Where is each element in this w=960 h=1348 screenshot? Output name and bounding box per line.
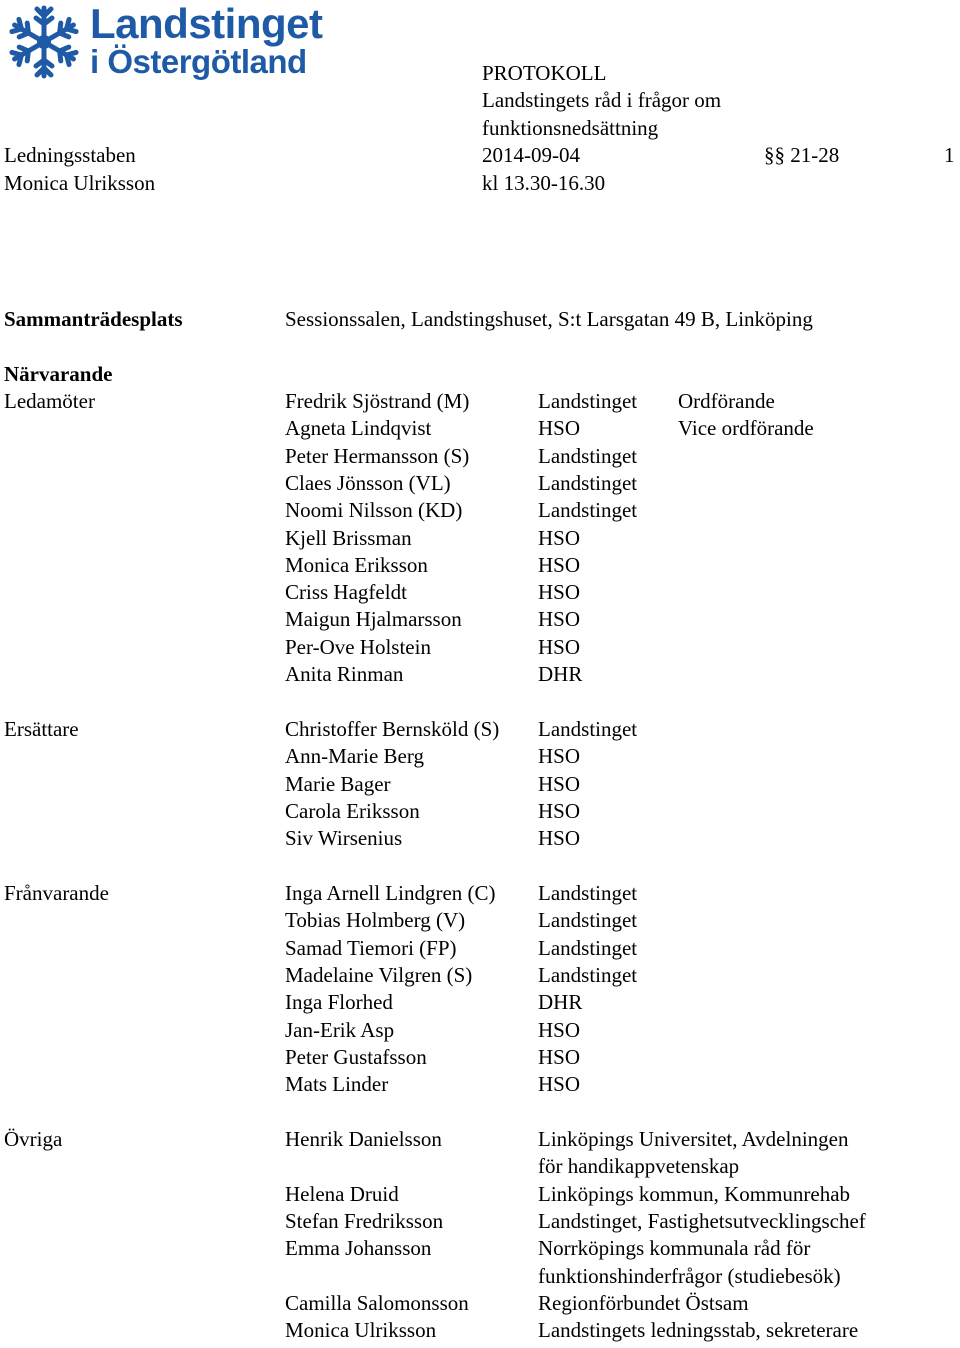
list-item (0, 1181, 960, 1208)
list-item (0, 907, 960, 934)
author: Monica Ulriksson (4, 171, 156, 195)
logo-wordmark-line1: Landstinget (90, 0, 323, 47)
organization: HSO (538, 580, 581, 605)
list-item (0, 1263, 960, 1290)
person-name: Agneta Lindqvist (285, 416, 432, 441)
organization: HSO (538, 1044, 581, 1069)
meeting-date: 2014-09-04 (482, 143, 580, 167)
person-name: Monica Ulriksson (285, 1318, 437, 1343)
list-item (0, 798, 960, 825)
list-item (0, 935, 960, 962)
list-item (0, 1317, 960, 1344)
paragraph-range: §§ 21-28 (764, 143, 840, 167)
present-heading: Närvarande (4, 362, 113, 386)
meeting-time: kl 13.30-16.30 (482, 171, 606, 195)
organization: HSO (538, 552, 581, 577)
list-item (0, 497, 960, 524)
person-name: Helena Druid (285, 1181, 399, 1206)
page-number: 1 (944, 143, 955, 167)
person-name: Peter Hermansson (S) (285, 443, 470, 468)
organization: HSO (538, 1017, 581, 1042)
list-item (0, 1126, 960, 1153)
person-name: Camilla Salomonsson (285, 1290, 469, 1315)
organization: DHR (538, 990, 583, 1015)
list-item (0, 743, 960, 770)
organization: HSO (538, 798, 581, 823)
person-name: Emma Johansson (285, 1236, 432, 1261)
organization: Norrköpings kommunala råd för (538, 1236, 811, 1261)
person-name: Claes Jönsson (VL) (285, 470, 451, 495)
list-item (0, 579, 960, 606)
snowflake-emblem-icon (4, 2, 84, 82)
organization: Landstinget (538, 962, 638, 987)
list-item (0, 388, 960, 415)
person-name: Kjell Brissman (285, 525, 412, 550)
role: Ordförande (678, 389, 775, 413)
list-item (0, 1153, 960, 1180)
logo-wordmark-line2: i Östergötland (90, 43, 307, 80)
absent-label: Frånvarande (4, 881, 109, 905)
person-name: Fredrik Sjöstrand (M) (285, 389, 470, 413)
organization: HSO (538, 1072, 581, 1097)
meeting-place-label: Sammanträdesplats (4, 307, 183, 331)
organization: Regionförbundet Östsam (538, 1290, 749, 1315)
list-item (0, 525, 960, 552)
list-item (0, 1208, 960, 1235)
list-item (0, 443, 960, 470)
person-name: Mats Linder (285, 1072, 389, 1097)
organization: Landstinget (538, 717, 638, 741)
organization: Landstinget (538, 935, 638, 960)
list-item (0, 825, 960, 852)
person-name: Marie Bager (285, 771, 391, 796)
organization: HSO (538, 771, 581, 796)
organization: HSO (538, 607, 581, 632)
council-name-line1: Landstingets råd i frågor om (482, 88, 722, 112)
list-item (0, 989, 960, 1016)
organization: för handikappvetenskap (538, 1154, 740, 1179)
organization: Landstinget (538, 908, 638, 933)
role: Vice ordförande (678, 416, 814, 441)
person-name: Inga Florhed (285, 990, 393, 1015)
organization: Landstinget (538, 498, 638, 523)
organization: Landstinget (538, 881, 638, 905)
organization: Landstinget, Fastighetsutvecklingschef (538, 1208, 866, 1233)
person-name: Per-Ove Holstein (285, 634, 431, 659)
list-item (0, 962, 960, 989)
person-name: Inga Arnell Lindgren (C) (285, 881, 496, 905)
person-name: Henrik Danielsson (285, 1127, 442, 1151)
organization: Landstinget (538, 443, 638, 468)
organization: Landstingets ledningsstab, sekreterare (538, 1318, 859, 1343)
person-name: Criss Hagfeldt (285, 580, 407, 605)
list-item (0, 1017, 960, 1044)
landstinget-logo (4, 2, 324, 84)
person-name: Jan-Erik Asp (285, 1017, 395, 1042)
organization: Landstinget (538, 470, 638, 495)
person-name: Maigun Hjalmarsson (285, 607, 462, 632)
substitutes-label: Ersättare (4, 717, 79, 741)
members-label: Ledamöter (4, 389, 95, 413)
list-item (0, 606, 960, 633)
organization: HSO (538, 634, 581, 659)
person-name: Samad Tiemori (FP) (285, 935, 457, 960)
organization: Linköpings kommun, Kommunrehab (538, 1181, 851, 1206)
organization: DHR (538, 662, 583, 686)
person-name: Carola Eriksson (285, 798, 420, 823)
others-label: Övriga (4, 1127, 63, 1151)
person-name: Monica Eriksson (285, 552, 428, 577)
person-name: Madelaine Vilgren (S) (285, 962, 473, 987)
organization: HSO (538, 525, 581, 550)
list-item (0, 880, 960, 907)
document-type: PROTOKOLL (482, 61, 607, 85)
organization: Linköpings Universitet, Avdelningen (538, 1127, 849, 1151)
department: Ledningsstaben (4, 143, 136, 167)
organization: HSO (538, 826, 581, 851)
meeting-place-value: Sessionssalen, Landstingshuset, S:t Larsgatan 49 B, Linköping (285, 307, 813, 331)
person-name: Ann-Marie Berg (285, 744, 424, 769)
person-name: Anita Rinman (285, 662, 404, 686)
organization: funktionshinderfrågor (studiebesök) (538, 1263, 841, 1288)
person-name: Stefan Fredriksson (285, 1208, 444, 1233)
list-item (0, 634, 960, 661)
organization: HSO (538, 744, 581, 769)
list-item (0, 771, 960, 798)
organization: HSO (538, 416, 581, 441)
person-name: Peter Gustafsson (285, 1044, 427, 1069)
list-item (0, 661, 960, 688)
person-name: Siv Wirsenius (285, 826, 403, 851)
person-name: Christoffer Bernsköld (S) (285, 717, 500, 741)
list-item (0, 1290, 960, 1317)
list-item (0, 470, 960, 497)
organization: Landstinget (538, 389, 638, 413)
list-item (0, 415, 960, 442)
list-item (0, 1235, 960, 1262)
council-name-line2: funktionsnedsättning (482, 116, 659, 140)
list-item (0, 716, 960, 743)
person-name: Tobias Holmberg (V) (285, 908, 466, 933)
person-name: Noomi Nilsson (KD) (285, 498, 463, 523)
list-item (0, 1044, 960, 1071)
list-item (0, 1071, 960, 1098)
list-item (0, 552, 960, 579)
